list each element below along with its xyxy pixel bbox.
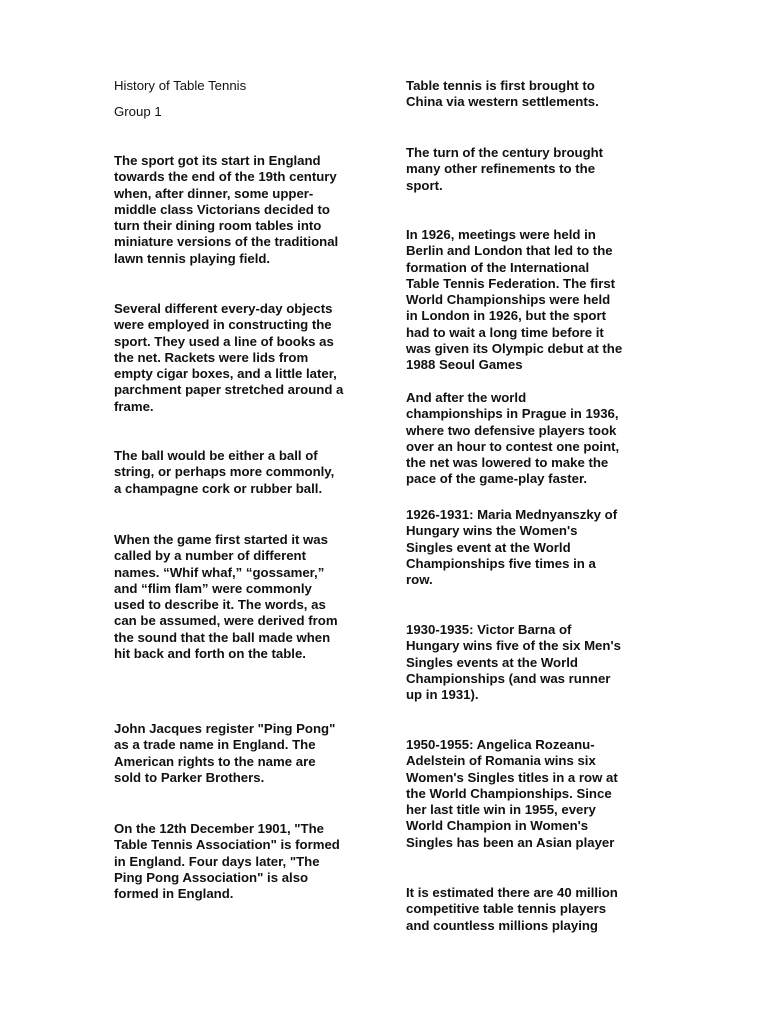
group-label: Group 1 [114,104,162,119]
paragraph-barna: 1930-1935: Victor Barna of Hungary wins five of the six Men's Singles events at the World Championships (and was runner up in 1931). [406,622,621,703]
paragraph-prague: And after the world championships in Prague in 1936, where two defensive players took over an hour to contest one point, the net was lowered to make the pace of the game-play faster. [406,390,620,487]
paragraph-associations: On the 12th December 1901, "The Table Tennis Association" is formed in England. Four days later, "The Ping Pong Association" is also formed in England. [114,821,340,902]
paragraph-ping-pong-trademark: John Jacques register "Ping Pong" as a trade name in England. The American rights to the name are sold to Parker Brothers. [114,721,336,785]
paragraph-equipment: Several different every-day objects were employed in constructing the sport. They used a line of books as the net. Rackets were lids from empty cigar boxes, and a little later, parchment paper stretched around a frame. [114,301,344,414]
paragraph-china: Table tennis is first brought to China via western settlements. [406,78,599,110]
paragraph-ball: The ball would be either a ball of string, or perhaps more commonly, a champagne cork or rubber ball. [114,448,335,496]
paragraph-rozeanu: 1950-1955: Angelica Rozeanu- Adelstein of Romania wins six Women's Singles titles in a row at the World Championships. Since her last title win in 1955, every World Champion in Women's Singles has been an Asian player [406,737,618,850]
paragraph-names: When the game first started it was called by a number of different names. “Whif whaf,” “gossamer,” and “flim flam” were commonly used to describe it. The words, as can be assumed, were derived from the sound that the ball made when hit back and forth on the table. [114,532,338,662]
paragraph-ittf: In 1926, meetings were held in Berlin and London that led to the formation of the International Table Tennis Federation. The first World Championships were held in London in 1926, but the sport had to wait a long time before it was given its Olympic debut at the 1988 Seoul Games [406,227,623,373]
document-title: History of Table Tennis [114,78,247,93]
paragraph-refinements: The turn of the century brought many other refinements to the sport. [406,145,604,193]
paragraph-origins: The sport got its start in England towards the end of the 19th century when, after dinner, some upper- middle class Victorians decided to turn their dining room tables into miniature versions of the traditional lawn tennis playing field. [114,153,339,266]
paragraph-players-estimate: It is estimated there are 40 million competitive table tennis players and countless millions playing [406,885,618,933]
paragraph-mednyanszky: 1926-1931: Maria Mednyanszky of Hungary wins the Women's Singles event at the World Championships five times in a row. [406,507,618,588]
